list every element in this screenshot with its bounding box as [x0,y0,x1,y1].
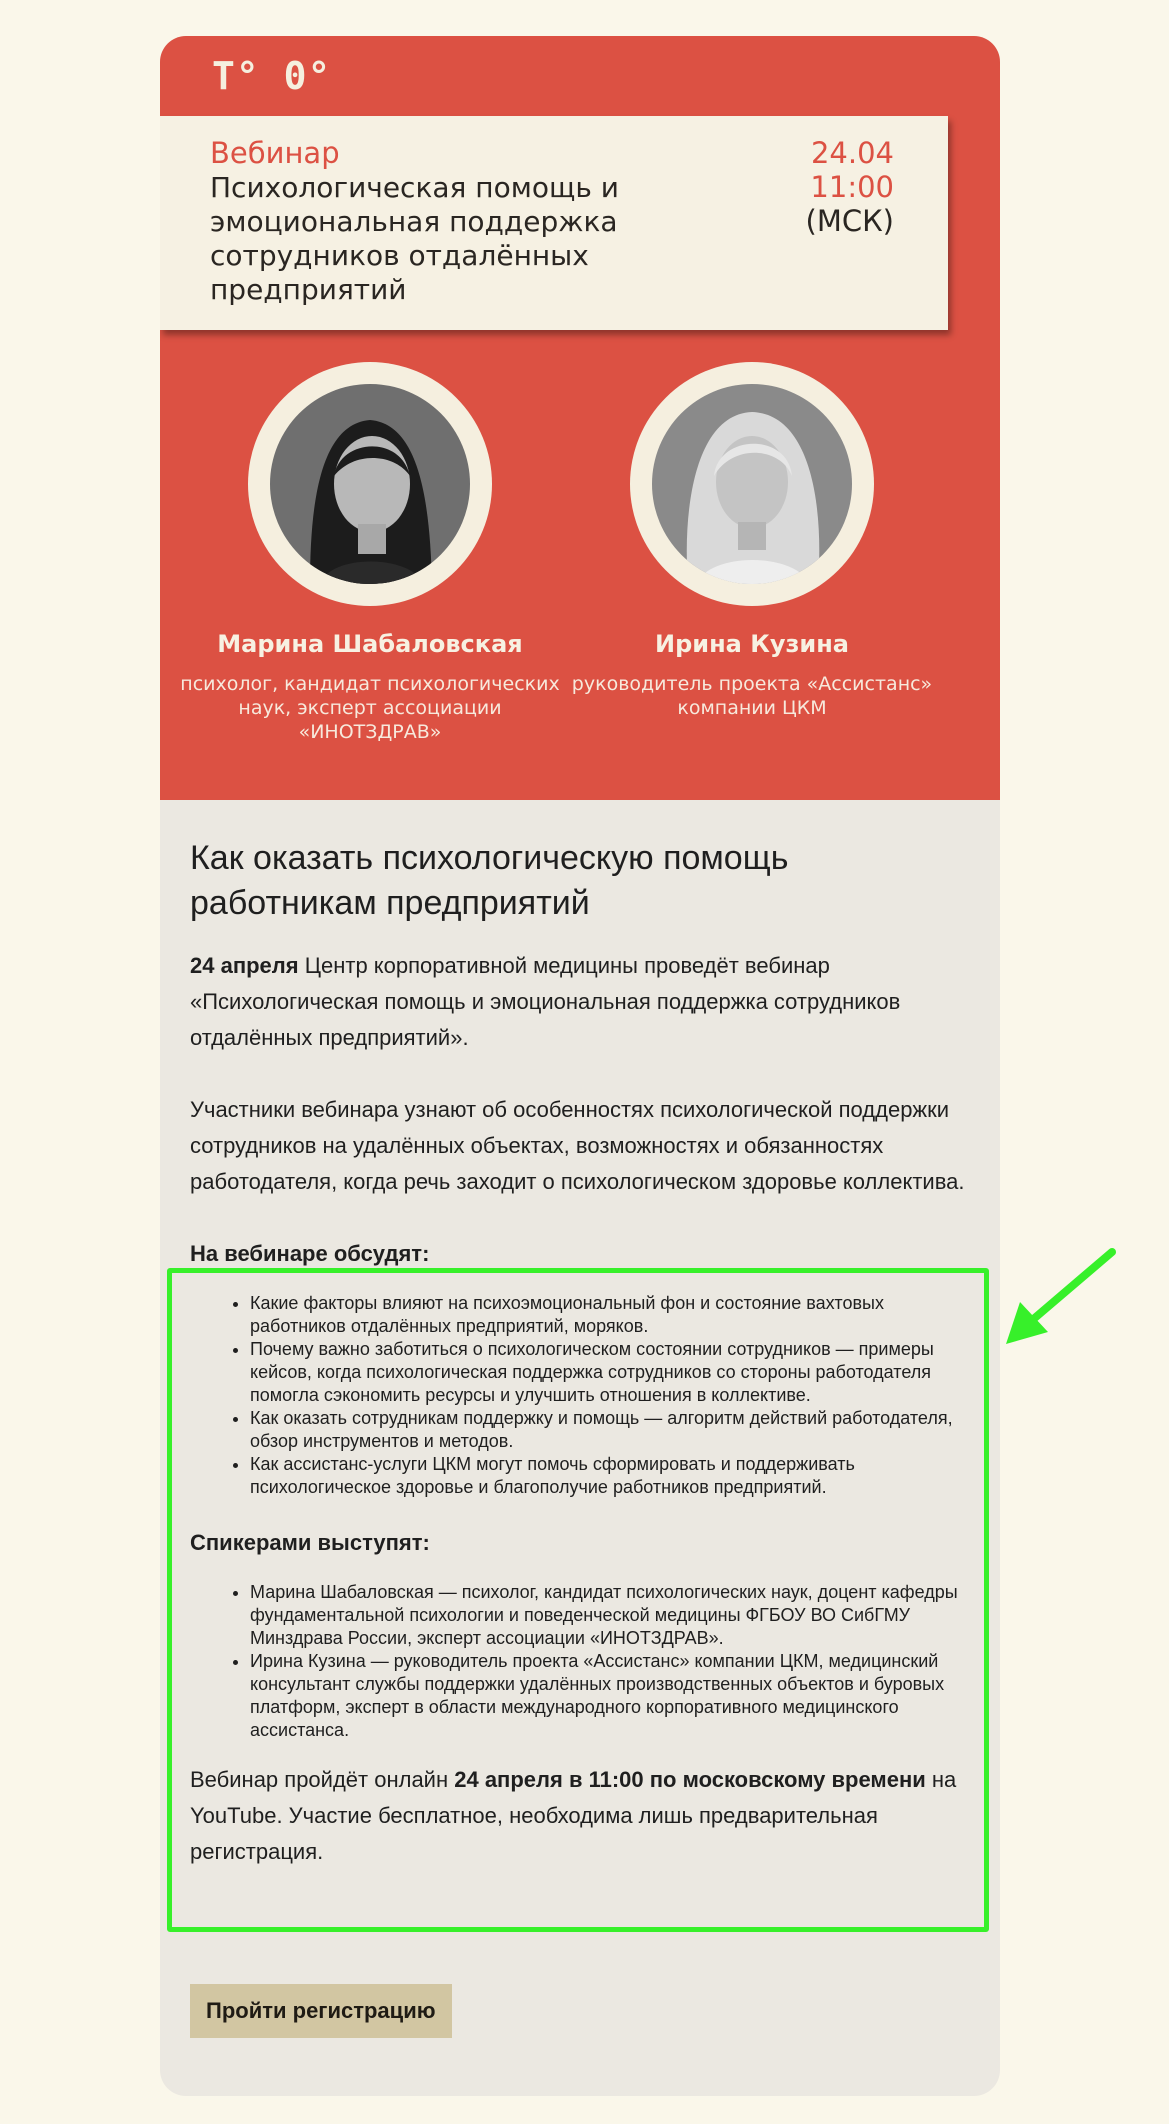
speaker-role-1: психолог, кандидат психологических наук, эксперт ассоциации «ИНОТЗДРАВ» [180,673,560,743]
discuss-heading: На вебинаре обсудят: [190,1241,430,1266]
speaker-portrait-frame [630,362,874,606]
description-paragraph: Участники вебинара узнают об особенностях психологической поддержки сотрудников на удалённых объектах, возможностях и обязанностях работодателя, когда речь заходит о психологическом здоровье коллектива. [190,1097,965,1194]
closing-text-end: на YouTube. Участие бесплатное, необходима лишь предварительная регистрация. [190,1767,957,1864]
speaker-card-1 [160,362,580,744]
speaker-role-2: руководитель проекта «Ассистанс» компании ЦКМ [571,673,933,719]
list-item: • Марина Шабаловская — психолог, кандидат психологических наук, доцент кафедры фундаментальной психологии и поведенческой медицины ФГБОУ ВО СибГМУ Минздрава России, эксперт ассоциации «ИНОТЗДРАВ». [250,1581,970,1650]
annotation-highlight-box [167,1268,989,1932]
article-heading: Как оказать психологическую помощь работникам предприятий [190,839,789,922]
speaker-name-2: Ирина Кузина [654,630,849,658]
speaker-name-1: Марина Шабаловская [217,630,523,658]
list-item: • Какие факторы влияют на психоэмоциональный фон и состояние вахтовых работников отдалённых предприятий, моряков. [250,1292,970,1338]
list-item: • Как ассистанс-услуги ЦКМ могут помочь сформировать и поддерживать психологическое здоровье и благополучие работников предприятий. [250,1453,970,1499]
closing-datetime: 24 апреля в 11:00 по московскому времени [454,1767,926,1792]
closing-text-start: Вебинар пройдёт онлайн [190,1767,455,1792]
annotation-arrow-icon [1000,1244,1120,1354]
webinar-title: Психологическая помощь и эмоциональная поддержка сотрудников отдалённых предприятий [210,171,619,306]
intro-paragraph [190,948,970,1056]
speaker-photo-1 [270,384,470,584]
webinar-title-card [160,116,948,330]
speaker-portrait-frame [248,362,492,606]
intro-text: Центр корпоративной медицины проведёт вебинар «Психологическая помощь и эмоциональная поддержка сотрудников отдалённых предприятий». [190,953,901,1050]
speaker-photo-2 [652,384,852,584]
webinar-banner [160,36,1000,800]
speaker-card-2 [542,362,962,720]
list-item: • Ирина Кузина — руководитель проекта «Ассистанс» компании ЦКМ, медицинский консультант службы поддержки удалённых производственных объектов и буровых платформ, эксперт в области международного корпоративного медицинского ассистанса. [250,1650,970,1742]
register-button[interactable]: Пройти регистрацию [190,1984,452,2038]
list-item: • Как оказать сотрудникам поддержку и помощь — алгоритм действий работодателя, обзор инструментов и методов. [250,1407,970,1453]
webinar-time: 11:00 [810,170,894,204]
brand-logo: T° 0° [212,54,332,98]
intro-date: 24 апреля [190,953,299,978]
webinar-timezone: (МСК) [805,204,894,238]
list-item: • Почему важно заботиться о психологическом состоянии сотрудников — примеры кейсов, когда психологическая поддержка сотрудников со стороны работодателя помогла сэкономить ресурсы и улучшить отношения в коллективе. [250,1338,970,1407]
webinar-date: 24.04 [810,136,894,170]
speakers-heading: Спикерами выступят: [190,1530,430,1555]
webinar-label: Вебинар [210,136,340,170]
